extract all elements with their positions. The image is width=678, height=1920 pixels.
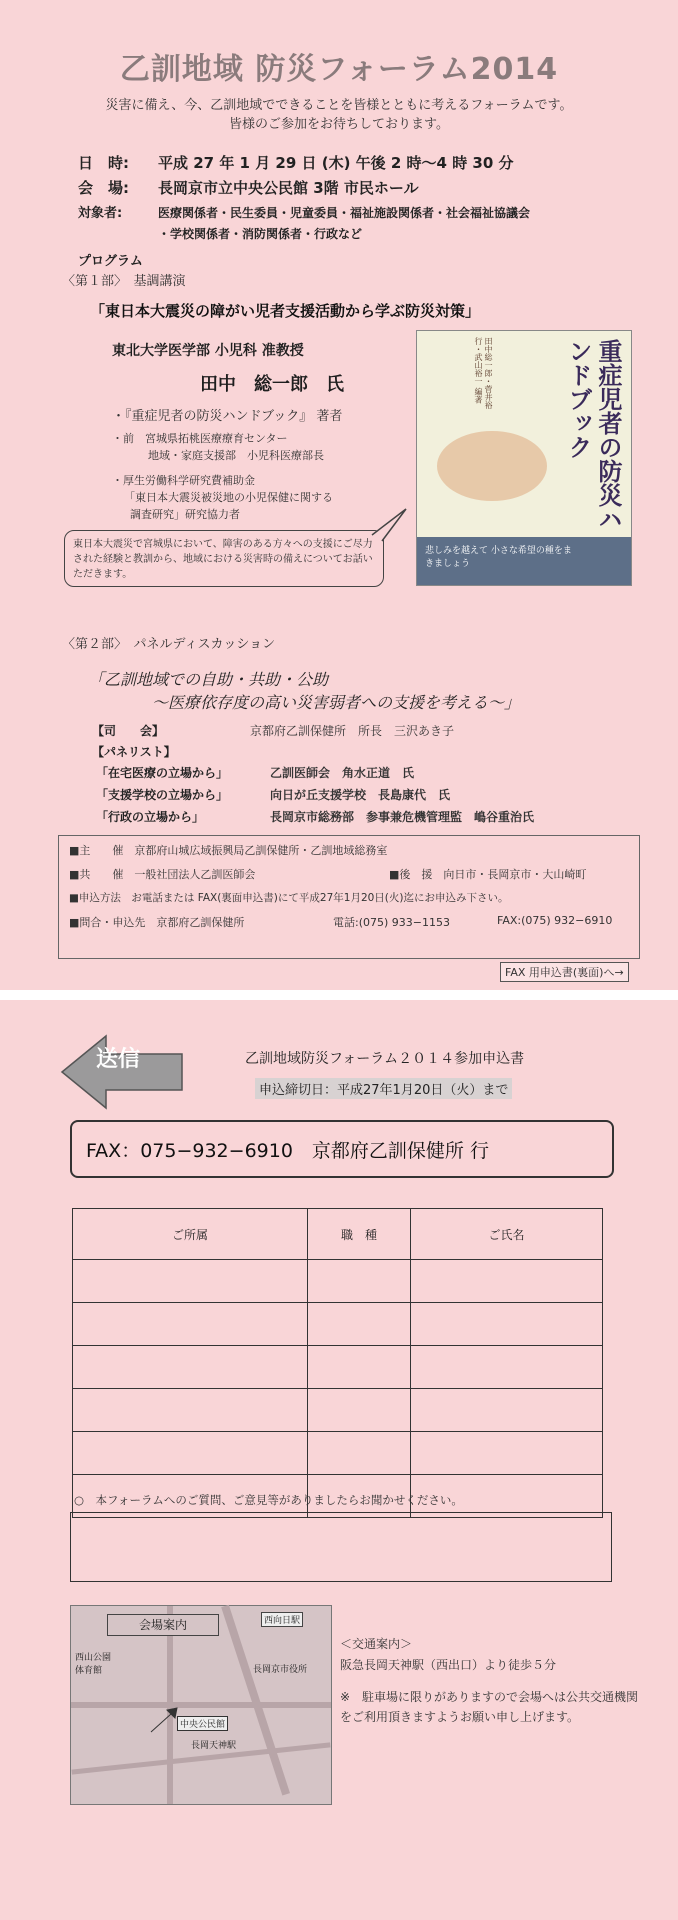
flyer-title: 乙訓地域 防災フォーラム2014 xyxy=(119,52,559,87)
affiliation-cell[interactable] xyxy=(73,1432,308,1475)
affiliation-cell[interactable] xyxy=(73,1389,308,1432)
speaker-name: 田中 総一郎 氏 xyxy=(200,374,344,395)
question-box[interactable] xyxy=(70,1512,612,1582)
transit-title: ＜交通案内＞ xyxy=(340,1637,413,1651)
panelist-role: 「支援学校の立場から」 xyxy=(96,788,229,802)
date-label: 日 時: xyxy=(78,154,129,172)
application-table xyxy=(72,1208,603,1518)
table-row[interactable] xyxy=(73,1432,603,1475)
occupation-cell[interactable] xyxy=(308,1389,411,1432)
bubble-tail-icon xyxy=(370,505,410,545)
speaker-grant-2: 「東日本大震災被災地の小児保健に関する xyxy=(124,491,333,504)
question-prompt: ○ 本フォーラムへのご質問、ご意見等がありましたらお聞かせください。 xyxy=(74,1493,463,1507)
info-fax: FAX:(075) 932−6910 xyxy=(497,914,613,927)
parking-note: ※ 駐車場に限りがありますので会場へは公共交通機関をご利用頂きますようお願い申し上げます。 xyxy=(340,1690,639,1724)
col-occupation: 職 種 xyxy=(308,1209,411,1260)
speaker-prev-1: ・前 宮城県拓桃医療療育センター xyxy=(112,432,288,445)
panelist-name: 向日が丘支援学校 長島康代 氏 xyxy=(270,788,451,802)
info-support: ■後 援 向日市・長岡京市・大山崎町 xyxy=(389,868,587,881)
table-row[interactable] xyxy=(73,1346,603,1389)
affiliation-cell[interactable] xyxy=(73,1260,308,1303)
table-header-row xyxy=(73,1209,603,1260)
book-cover-authors: 田中総一郎・菅井裕行・武山裕一 編著 xyxy=(474,337,493,409)
map-station-label: 西向日駅 xyxy=(261,1612,303,1627)
name-cell[interactable] xyxy=(411,1389,603,1432)
occupation-cell[interactable] xyxy=(308,1432,411,1475)
speaker-prev-2: 地域・家庭支援部 小児科医療部長 xyxy=(148,449,324,462)
intro-line-2: 皆様のご参加をお待ちしております。 xyxy=(229,117,449,132)
moderator-value: 京都府乙訓保健所 所長 三沢あき子 xyxy=(250,724,455,738)
table-row[interactable] xyxy=(73,1389,603,1432)
map-title: 会場案内 xyxy=(107,1614,219,1636)
form-title: 乙訓地域防災フォーラム２０１４参加申込書 xyxy=(245,1051,525,1067)
book-cover-tagline: 悲しみを越えて 小さな希望の種をまきましょう xyxy=(425,546,572,569)
date-value: 平成 27 年 1 月 29 日 (木) 午後 2 時〜4 時 30 分 xyxy=(158,154,514,172)
panelists-label: 【パネリスト】 xyxy=(92,745,176,759)
info-apply: ■申込方法 お電話または FAX(裏面申込書)にて平成27年1月20日(火)迄にお申込み下さい。 xyxy=(69,892,509,904)
map-tenjin-label: 長岡天神駅 xyxy=(191,1741,237,1751)
fax-note: FAX 用申込書(裏面)へ→ xyxy=(500,962,629,982)
transit-info xyxy=(340,1635,640,1727)
send-label: 送信 xyxy=(96,1047,141,1072)
col-affiliation: ご所属 xyxy=(73,1209,308,1260)
part1-title: 「東日本大震災の障がい児者支援活動から学ぶ防災対策」 xyxy=(90,302,481,320)
name-cell[interactable] xyxy=(411,1346,603,1389)
map-hall-label: 中央公民館 xyxy=(177,1716,228,1731)
info-tel: 電話:(075) 933−1153 xyxy=(333,916,450,929)
venue-value: 長岡京市立中央公民館 3階 市民ホール xyxy=(158,179,419,197)
speaker-grant-1: ・厚生労働科学研究費補助金 xyxy=(112,474,255,487)
name-cell[interactable] xyxy=(411,1303,603,1346)
occupation-cell[interactable] xyxy=(308,1303,411,1346)
target-row xyxy=(78,202,530,221)
transit-text: 阪急長岡天神駅（西出口）より徒歩５分 xyxy=(340,1658,557,1672)
target-line-2: ・学校関係者・消防関係者・行政など xyxy=(158,227,363,241)
bubble-text: 東日本大震災で宮城県において、障害のある方々への支援にご尽力された経験と教訓から、地域における災害時の備えについてお話いただきます。 xyxy=(73,539,373,580)
name-cell[interactable] xyxy=(411,1432,603,1475)
occupation-cell[interactable] xyxy=(308,1260,411,1303)
deadline: 申込締切日：平成27年1月20日（火）まで xyxy=(255,1078,512,1099)
part2-title-1: 「乙訓地域での自助・共助・公助 xyxy=(88,670,329,689)
moderator-label: 【司 会】 xyxy=(92,724,165,738)
date-row xyxy=(78,152,514,173)
speaker-affiliation: 東北大学医学部 小児科 准教授 xyxy=(112,343,304,359)
panelist-role: 「行政の立場から」 xyxy=(96,810,205,824)
location-arrow-icon xyxy=(149,1706,179,1736)
speaker-book: ・『重症児者の防災ハンドブック』 著者 xyxy=(112,409,343,424)
info-contact: ■問合・申込先 京都府乙訓保健所 xyxy=(69,916,245,929)
name-cell[interactable] xyxy=(411,1260,603,1303)
book-cover-title: 重症児者の防災ハンドブック xyxy=(564,339,622,531)
venue-map xyxy=(70,1605,332,1805)
fax-line: FAX：075−932−6910 京都府乙訓保健所 行 xyxy=(86,1140,489,1162)
panelist-role: 「在宅医療の立場から」 xyxy=(96,766,229,780)
info-cohost: ■共 催 一般社団法人乙訓医師会 xyxy=(69,868,256,881)
table-row[interactable] xyxy=(73,1260,603,1303)
part2-heading: 〈第２部〉 パネルディスカッション xyxy=(62,637,276,652)
affiliation-cell[interactable] xyxy=(73,1303,308,1346)
book-illustration xyxy=(437,431,547,501)
speaker-grant-3: 調査研究」研究協力者 xyxy=(130,508,240,521)
book-cover-image xyxy=(416,330,632,586)
map-cityhall-label: 長岡京市役所 xyxy=(253,1665,308,1675)
affiliation-cell[interactable] xyxy=(73,1346,308,1389)
map-gym-label: 西山公園体育館 xyxy=(75,1653,112,1676)
part2-title-2: 〜医療依存度の高い災害弱者への支援を考える〜」 xyxy=(152,693,521,712)
fax-box xyxy=(70,1120,614,1178)
occupation-cell[interactable] xyxy=(308,1346,411,1389)
intro-line-1: 災害に備え、今、乙訓地域でできることを皆様とともに考えるフォーラムです。 xyxy=(105,98,573,113)
panelist-name: 長岡京市総務部 参事兼危機管理監 嶋谷重治氏 xyxy=(270,810,535,824)
program-label: プログラム xyxy=(78,254,143,269)
part1-heading: 〈第１部〉 基調講演 xyxy=(62,274,186,289)
panelist-name: 乙訓医師会 角水正道 氏 xyxy=(270,766,415,780)
venue-row xyxy=(78,177,419,198)
target-line-1: 医療関係者・民生委員・児童委員・福祉施設関係者・社会福祉協議会 xyxy=(158,206,531,220)
table-row[interactable] xyxy=(73,1303,603,1346)
venue-label: 会 場: xyxy=(78,179,129,197)
info-box xyxy=(58,835,640,959)
col-name: ご氏名 xyxy=(411,1209,603,1260)
target-label: 対象者: xyxy=(78,206,123,221)
speech-bubble xyxy=(64,530,384,587)
info-host: ■主 催 京都府山城広域振興局乙訓保健所・乙訓地域総務室 xyxy=(69,844,388,857)
